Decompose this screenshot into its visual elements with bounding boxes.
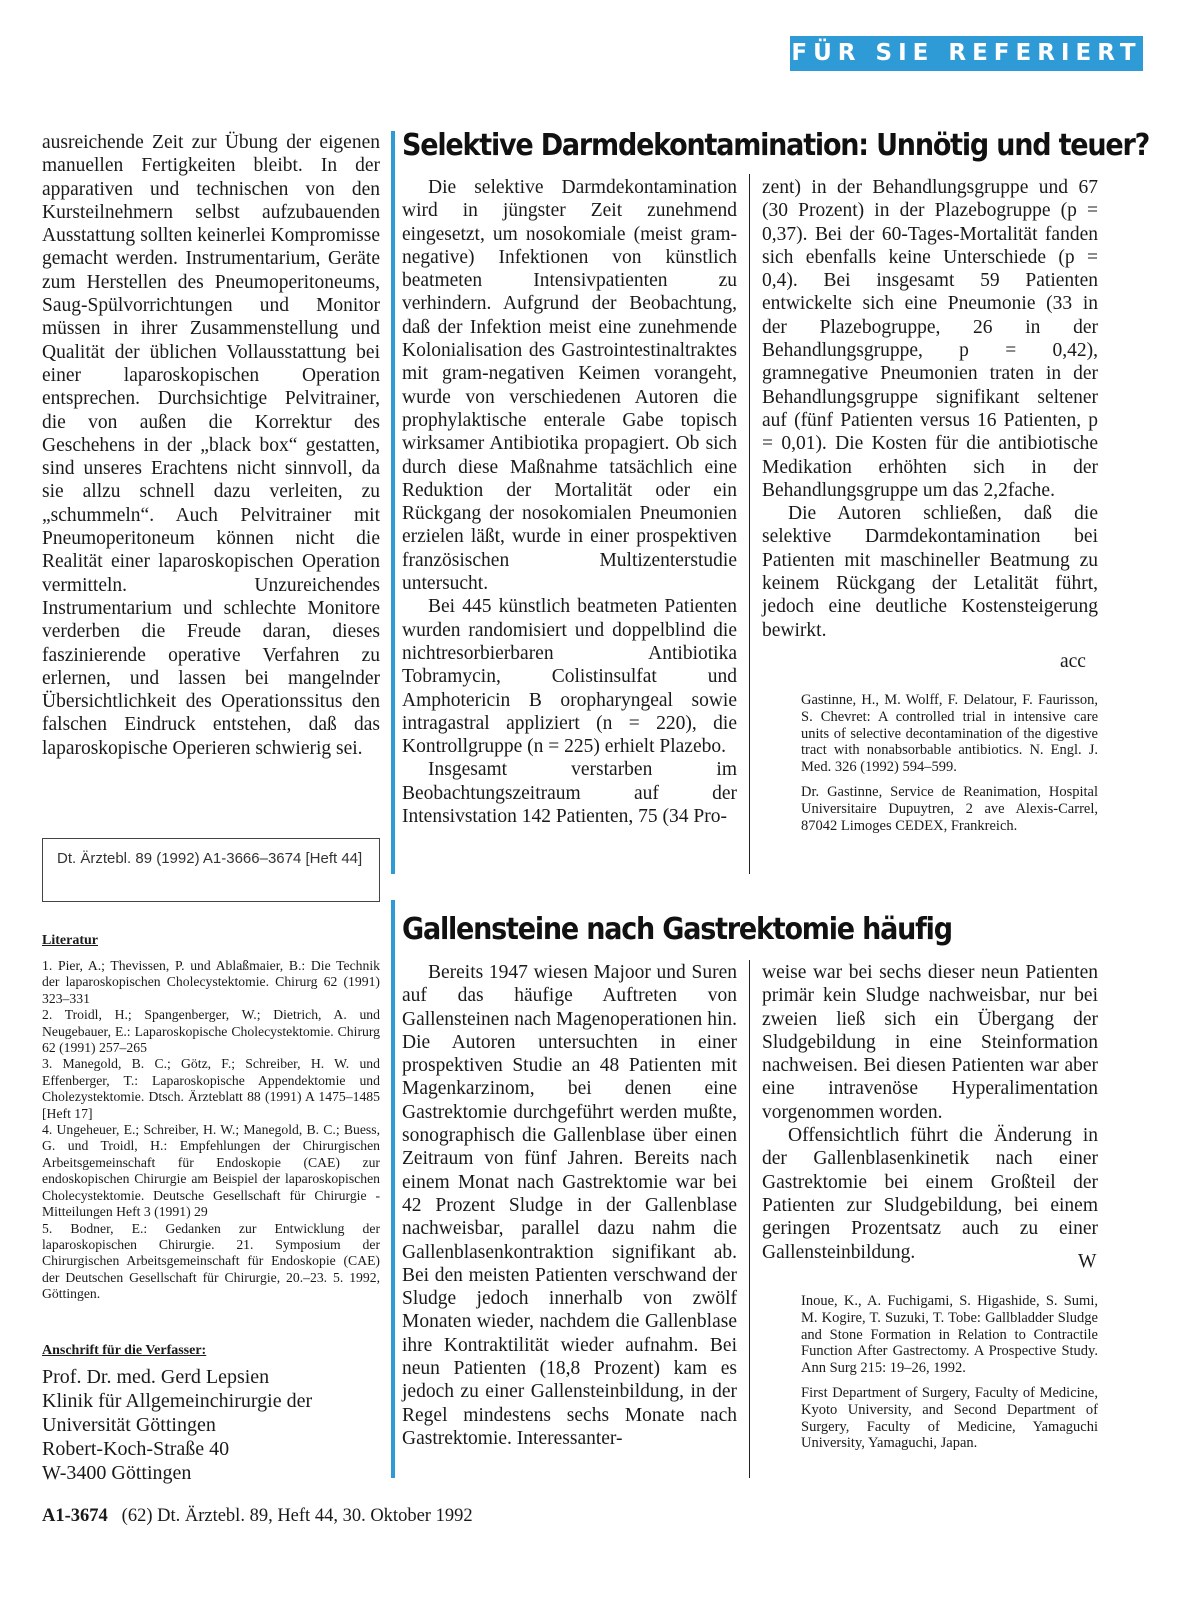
article2-signature: W (1078, 1251, 1097, 1272)
citation-text: Dt. Ärztebl. 89 (1992) A1-3666–3674 [Heft 44] (57, 850, 363, 867)
article1-reference: Gastinne, H., M. Wolff, F. Delatour, F. Faurisson, S. Chevret: A controlled trial in intensive care units of selective decontamination of the digestive tract with nonabsorbable antibiotics. N. Engl. J. Med. 326 (1992) 594–599. (801, 692, 1098, 776)
address-line: Prof. Dr. med. Gerd Lepsien (42, 1366, 270, 1388)
article2-column-divider (749, 960, 750, 1478)
footer-text: (62) Dt. Ärztebl. 89, Heft 44, 30. Oktober 1992 (121, 1506, 473, 1526)
address-line: Klinik für Allgemeinchirurgie der (42, 1390, 313, 1412)
article2-paragraph: weise war bei sechs dieser neun Patienten primär kein Sludge nachweisbar, nur bei zweien ließ sich ein Übergang der Sludgebildung in eine Steinformation nachweisen. Bei diesen Patienten war aber eine intravenöse Hyperalimentation vorgenommen worden. (762, 962, 1098, 1123)
article1-references (801, 692, 1098, 842)
address-heading: Anschrift für die Verfasser: (42, 1343, 207, 1358)
page-footer (42, 1506, 473, 1527)
article2-title: Gallensteine nach Gastrektomie häufig (402, 912, 952, 947)
address-line: Universität Göttingen (42, 1414, 216, 1436)
address-line: Robert-Koch-Straße 40 (42, 1438, 230, 1460)
article1-affiliation: Dr. Gastinne, Service de Reanimation, Hospital Universitaire Dupuytren, 2 ave Alexis-Carrel, 87042 Limoges CEDEX, Frankreich. (801, 783, 1098, 834)
literature-item: 4. Ungeheuer, E.; Schreiber, H. W.; Manegold, B. C.; Buess, G. und Troidl, H.: Empfehlungen der Chirurgischen Arbeitsgemeinschaft für Endoskopie (CAE) zur endoskopischen Chirurgie am Beispiel der laparoskopischen Cholecystektomie. Deutsche Gesellschaft für Chirurgie - Mitteilungen Heft 3 (1991) 29 (42, 1122, 380, 1220)
article1-paragraph: zent) in der Behandlungsgruppe und 67 (30 Prozent) in der Plazebogruppe (p = 0,37). Bei der 60-Tages-Mortalität fanden sich ebenfalls keine Unterschiede (p = 0,4). Bei insgesamt 59 Patienten entwickelte sich eine Pneumonie (33 in der Plazebogruppe, 26 in der Behandlungsgruppe, p = 0,42), gramnegative Pneumonien traten in der Behandlungsgruppe signifikant seltener auf (fünf Patienten versus 16 Patienten, p = 0,01). Die Kosten für die antibiotische Medikation erhöhten sich in der Behandlungsgruppe um das 2,2fache. (762, 177, 1098, 501)
article1-column-divider (749, 174, 750, 874)
article2-col2 (762, 961, 1098, 1264)
address-block (42, 1365, 380, 1485)
article2-affiliation: First Department of Surgery, Faculty of Medicine, Kyoto University, and Second Department of Surgery, Faculty of Medicine, Yamaguchi University, Yamaguchi, Japan. (801, 1384, 1098, 1452)
literature-item: 3. Manegold, B. C.; Götz, F.; Schreiber, H. W. und Effenberger, T.: Laparoskopische Appendektomie und Cholezystektomie. Dtsch. Ärzteblatt 88 (1991) A 1475–1485 [Heft 17] (42, 1056, 380, 1121)
literature-list (42, 958, 380, 1303)
literature-heading: Literatur (42, 933, 98, 948)
article2-paragraph: Offensichtlich führt die Änderung in der Gallenblasenkinetik nach einer Gastrektomie bei einem Großteil der Patienten zur Sludgebildung, bei einem geringen Prozentsatz auch zu einer Gallensteinbildung. (762, 1125, 1098, 1263)
article2-col1 (402, 961, 737, 1450)
left-column-text: ausreichende Zeit zur Übung der eigenen manuellen Fertigkeiten bleibt. In der apparativen und technischen von den Kursteilnehmern selbst aufzubauenden Ausstattung sollten keinerlei Kompromisse gemacht werden. Instrumentarium, Geräte zum Herstellen des Pneumoperitoneums, Saug-Spülvorrichtungen und Monitor müssen in ihrer Zusammenstellung und Qualität der üblichen Vollausstattung bei einer laparoskopischen Operation entsprechen. Durchsichtige Pelvitrainer, die von außen die Korrektur des Geschehens in der „black box“ gestatten, sind unseres Erachtens nicht sinnvoll, da sie allzu schnell dazu verleiten, zu „schummeln“. Auch Pelvitrainer mit Pneumoperitoneum können nicht die Realität einer laparoskopischen Operation vermitteln. Unzureichendes Instrumentarium und schlechte Monitore verderben die Freude daran, dieses faszinierende operative Verfahren zu erlernen, und lassen bei mangelnder Übersichtlichkeit des Operationssitus den falschen Eindruck entstehen, daß das laparoskopische Operieren schwierig sei. (42, 132, 380, 759)
article1-title: Selektive Darmdekontamination: Unnötig und teuer? (402, 128, 1150, 163)
article1-signature: acc (1060, 651, 1086, 672)
citation-box (42, 838, 380, 902)
article2-references (801, 1293, 1098, 1460)
literature-item: 1. Pier, A.; Thevissen, P. und Ablaßmaier, B.: Die Technik der laparoskopischen Cholecystektomie. Chirurg 62 (1991) 323–331 (42, 958, 380, 1006)
article1-col2 (762, 176, 1098, 642)
section-tag: FÜR SIE REFERIERT (790, 36, 1143, 71)
article2-reference: Inoue, K., A. Fuchigami, S. Higashide, S. Sumi, M. Kogire, T. Suzuki, T. Tobe: Gallbladder Sludge and Stone Formation in Relation to Contractile Function After Gastrectomy. A Prospective Study. Ann Surg 215: 19–26, 1992. (801, 1293, 1098, 1377)
article1-paragraph: Die Autoren schließen, daß die selektive Darmdekontamination bei Patienten mit maschineller Beatmung zu keinem Rückgang der Letalität führt, jedoch eine deutliche Kostensteigerung bewirkt. (762, 503, 1098, 641)
accent-bar-article1 (391, 131, 395, 874)
article1-paragraph: Die selektive Darmdekontamination wird in jüngster Zeit zunehmend eingesetzt, um nosokomiale (meist gram-negative) Infektionen von künstlich beatmeten Intensivpatienten zu verhindern. Aufgrund der Beobachtung, daß der Infektion meist eine zunehmende Kolonialisation des Gastrointestinaltraktes mit gram-negativen Keimen vorangeht, wurde von verschiedenen Autoren die prophylaktische enterale Gabe topisch wirksamer Antibiotika propagiert. Ob sich durch diese Maßnahme tatsächlich eine Reduktion der Mortalität oder ein Rückgang der nosokomialen Pneumonien erzielen läßt, wurde in einer prospektiven französischen Multizenterstudie untersucht. (402, 177, 737, 595)
left-column-body (42, 131, 380, 760)
accent-bar-article2 (391, 900, 395, 1478)
page-id: A1-3674 (42, 1506, 108, 1526)
literature-item: 2. Troidl, H.; Spangenberger, W.; Dietrich, A. und Neugebauer, E.: Laparoskopische Cholecystektomie. Chirurg 62 (1991) 257–265 (42, 1007, 380, 1056)
literature-item: 5. Bodner, E.: Gedanken zur Entwicklung der laparoskopischen Chirurgie. 21. Symposium der Chirurgischen Arbeitsgemeinschaft für Endoskopie (CAE) der Deutschen Gesellschaft für Chirurgie, 20.–23. 5. 1992, Göttingen. (42, 1220, 380, 1302)
article1-paragraph: Insgesamt verstarben im Beobachtungszeitraum auf der Intensivstation 142 Patienten, 75 (34 Pro- (402, 759, 737, 828)
article1-paragraph: Bei 445 künstlich beatmeten Patienten wurden randomisiert und doppelblind die nichtresorbierbaren Antibiotika Tobramycin, Colistinsulfat und Amphotericin B oropharyngeal sowie intragastral appliziert (n = 220), die Kontrollgruppe (n = 225) erhielt Plazebo. (402, 596, 737, 758)
address-line: W-3400 Göttingen (42, 1462, 192, 1484)
article2-paragraph: Bereits 1947 wiesen Majoor und Suren auf das häufige Auftreten von Gallensteinen nach Magenoperationen hin. Die Autoren untersuchten in einer prospektiven Studie an 48 Patienten mit Magenkarzinom, bei denen eine Gastrektomie durchgeführt werden mußte, sonographisch die Gallenblase über einen Zeitraum von fünf Jahren. Bereits nach einem Monat nach Gastrektomie war bei 42 Prozent Sludge in der Gallenblase nachweisbar, parallel dazu nahm die Gallenblasenkontraktion signifikant ab. Bei den meisten Patienten verschwand der Sludge jedoch innerhalb von zwölf Monaten wieder, nachdem die Gallenblase ihre Kontraktilität wieder aufnahm. Bei neun Patienten (18,8 Prozent) kam es jedoch zu einer Gallensteinbildung, in der Regel mindestens sechs Monate nach Gastrektomie. Interessanter- (402, 962, 737, 1449)
article1-col1 (402, 176, 737, 828)
